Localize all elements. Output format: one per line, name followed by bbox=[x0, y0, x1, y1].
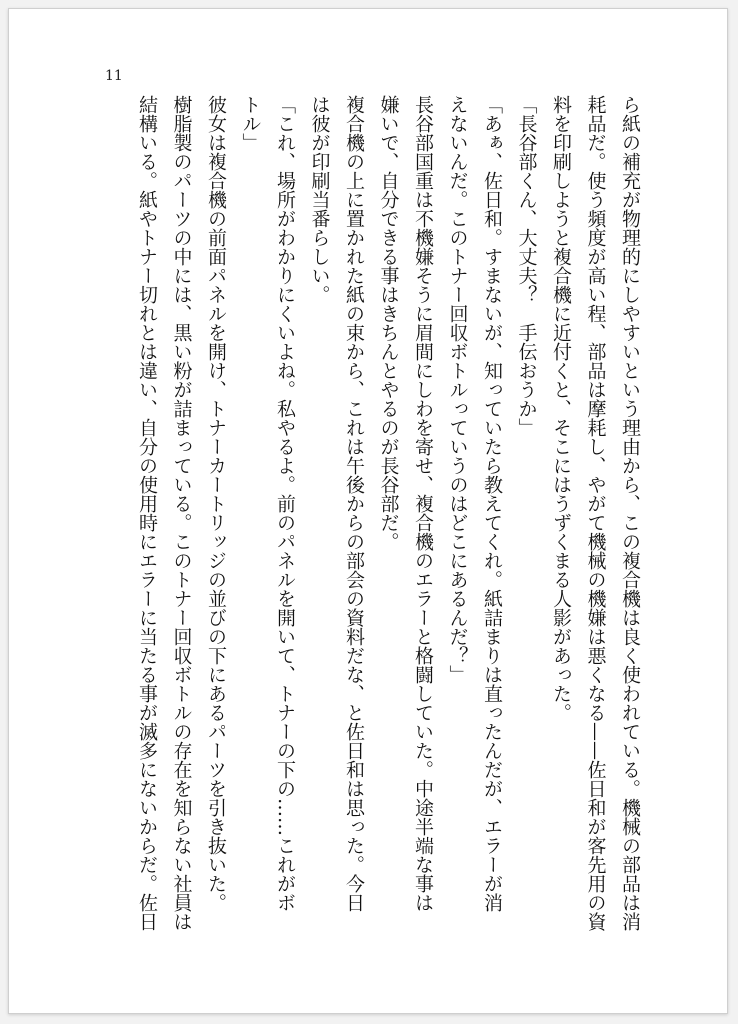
text-line: 「あぁ、佐日和。すまないが、知っていたら教えてくれ。紙詰まりは直ったんだが、エラーが消 bbox=[481, 95, 503, 912]
text-line: 「これ、場所がわかりにくいよね。私やるよ。前のパネルを開いて、トナーの下の……これがボ bbox=[274, 95, 296, 912]
text-line: は彼が印刷当番らしい。 bbox=[308, 95, 331, 304]
text-line: 料を印刷しようと複合機に近付くと、そこにはうずくまる人影があった。 bbox=[550, 95, 572, 722]
text-line: 耗品だ。使う頻度が高い程、部品は摩耗し、やがて機械の機嫌は悪くなる——佐日和が客先用の資 bbox=[584, 95, 607, 931]
text-line: 複合機の上に置かれた紙の束から、これは午後からの部会の資料だな、と佐日和は思った。今日 bbox=[343, 95, 365, 912]
text-line: 嫌いで、自分できる事はきちんとやるのが長谷部だ。 bbox=[377, 95, 400, 551]
text-line: 長谷部国重は不機嫌そうに眉間にしわを寄せ、複合機のエラーと格闘していた。中途半端な事は bbox=[412, 95, 434, 912]
text-line: ら紙の補充が物理的にしやすいという理由から、この複合機は良く使われている。機械の部品は消 bbox=[619, 95, 641, 931]
text-line: 樹脂製のパーツの中には、黒い粉が詰まっている。このトナー回収ボトルの存在を知らない社員は bbox=[170, 95, 193, 931]
text-line: 結構いる。紙やトナー切れとは違い、自分の使用時にエラーに当たる事が滅多にないからだ。佐日 bbox=[136, 95, 158, 931]
document-page bbox=[8, 8, 728, 1014]
text-line: えないんだ。このトナー回収ボトルっていうのはどこにあるんだ？」 bbox=[446, 95, 469, 684]
text-line: 彼女は複合機の前面パネルを開け、トナーカートリッジの並びの下にあるパーツを引き抜いた。 bbox=[205, 95, 227, 912]
page-number: 11 bbox=[105, 68, 123, 84]
text-line: 「長谷部くん、大丈夫？ 手伝おうか」 bbox=[515, 95, 538, 437]
body-text bbox=[127, 95, 647, 955]
text-line: トル」 bbox=[239, 95, 262, 152]
